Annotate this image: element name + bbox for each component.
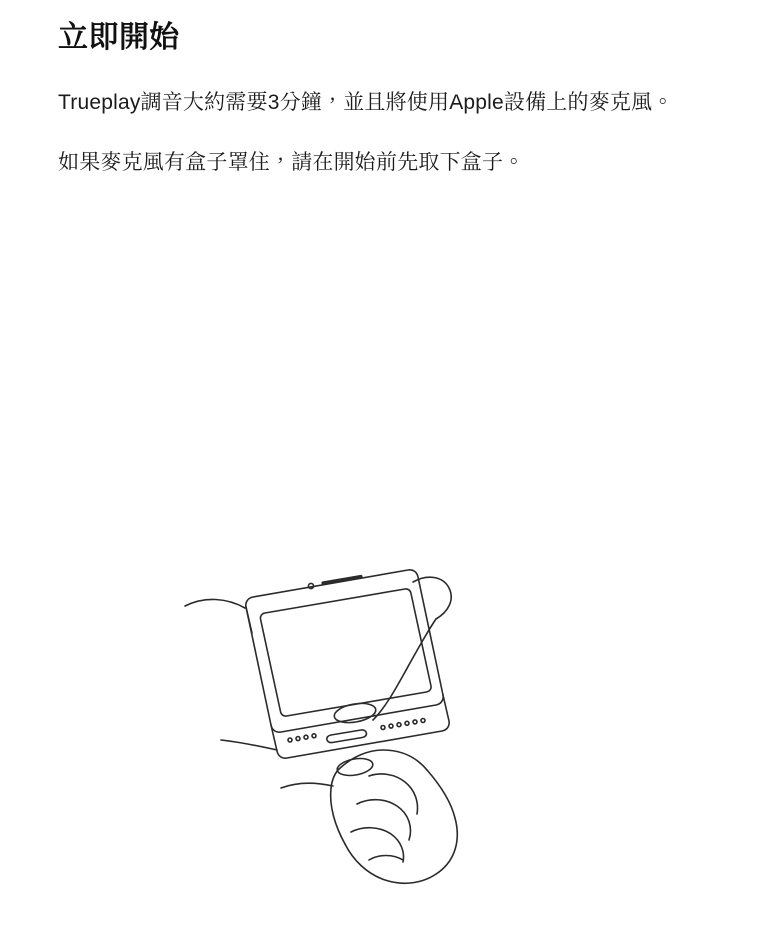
hand-edge-lower-left xyxy=(221,740,277,750)
phone-left-edge xyxy=(246,607,252,633)
hand-left-contour xyxy=(331,769,345,844)
index-finger xyxy=(373,619,436,720)
phone-screen xyxy=(260,589,431,716)
finger-crease-1 xyxy=(369,774,418,814)
home-button xyxy=(333,700,377,725)
charging-port xyxy=(327,730,367,743)
speaker-grille-left xyxy=(288,734,316,742)
hand-right-contour xyxy=(427,770,457,872)
phone-side-edge xyxy=(271,695,449,758)
front-camera-icon xyxy=(308,583,313,588)
finger-crease-4 xyxy=(369,856,403,861)
hand-holding-phone-illustration xyxy=(155,560,615,900)
phone-body xyxy=(246,570,443,732)
hand-bottom-contour xyxy=(345,844,439,883)
illustration-container xyxy=(0,560,770,920)
content-area xyxy=(0,0,770,180)
finger-crease-2 xyxy=(357,800,411,840)
hand-edge-upper-left xyxy=(185,599,245,608)
wrist-contour xyxy=(281,783,333,788)
speaker-grille-right xyxy=(381,719,425,730)
instruction-paragraph-duration: Trueplay調音大約需要3分鐘，並且將使用Apple設備上的麥克風。 xyxy=(58,90,674,114)
page-title: 立即開始 xyxy=(58,21,180,54)
instruction-paragraph-remove-case: 如果麥克風有盒子罩住，請在開始前先取下盒子。 xyxy=(58,151,525,175)
